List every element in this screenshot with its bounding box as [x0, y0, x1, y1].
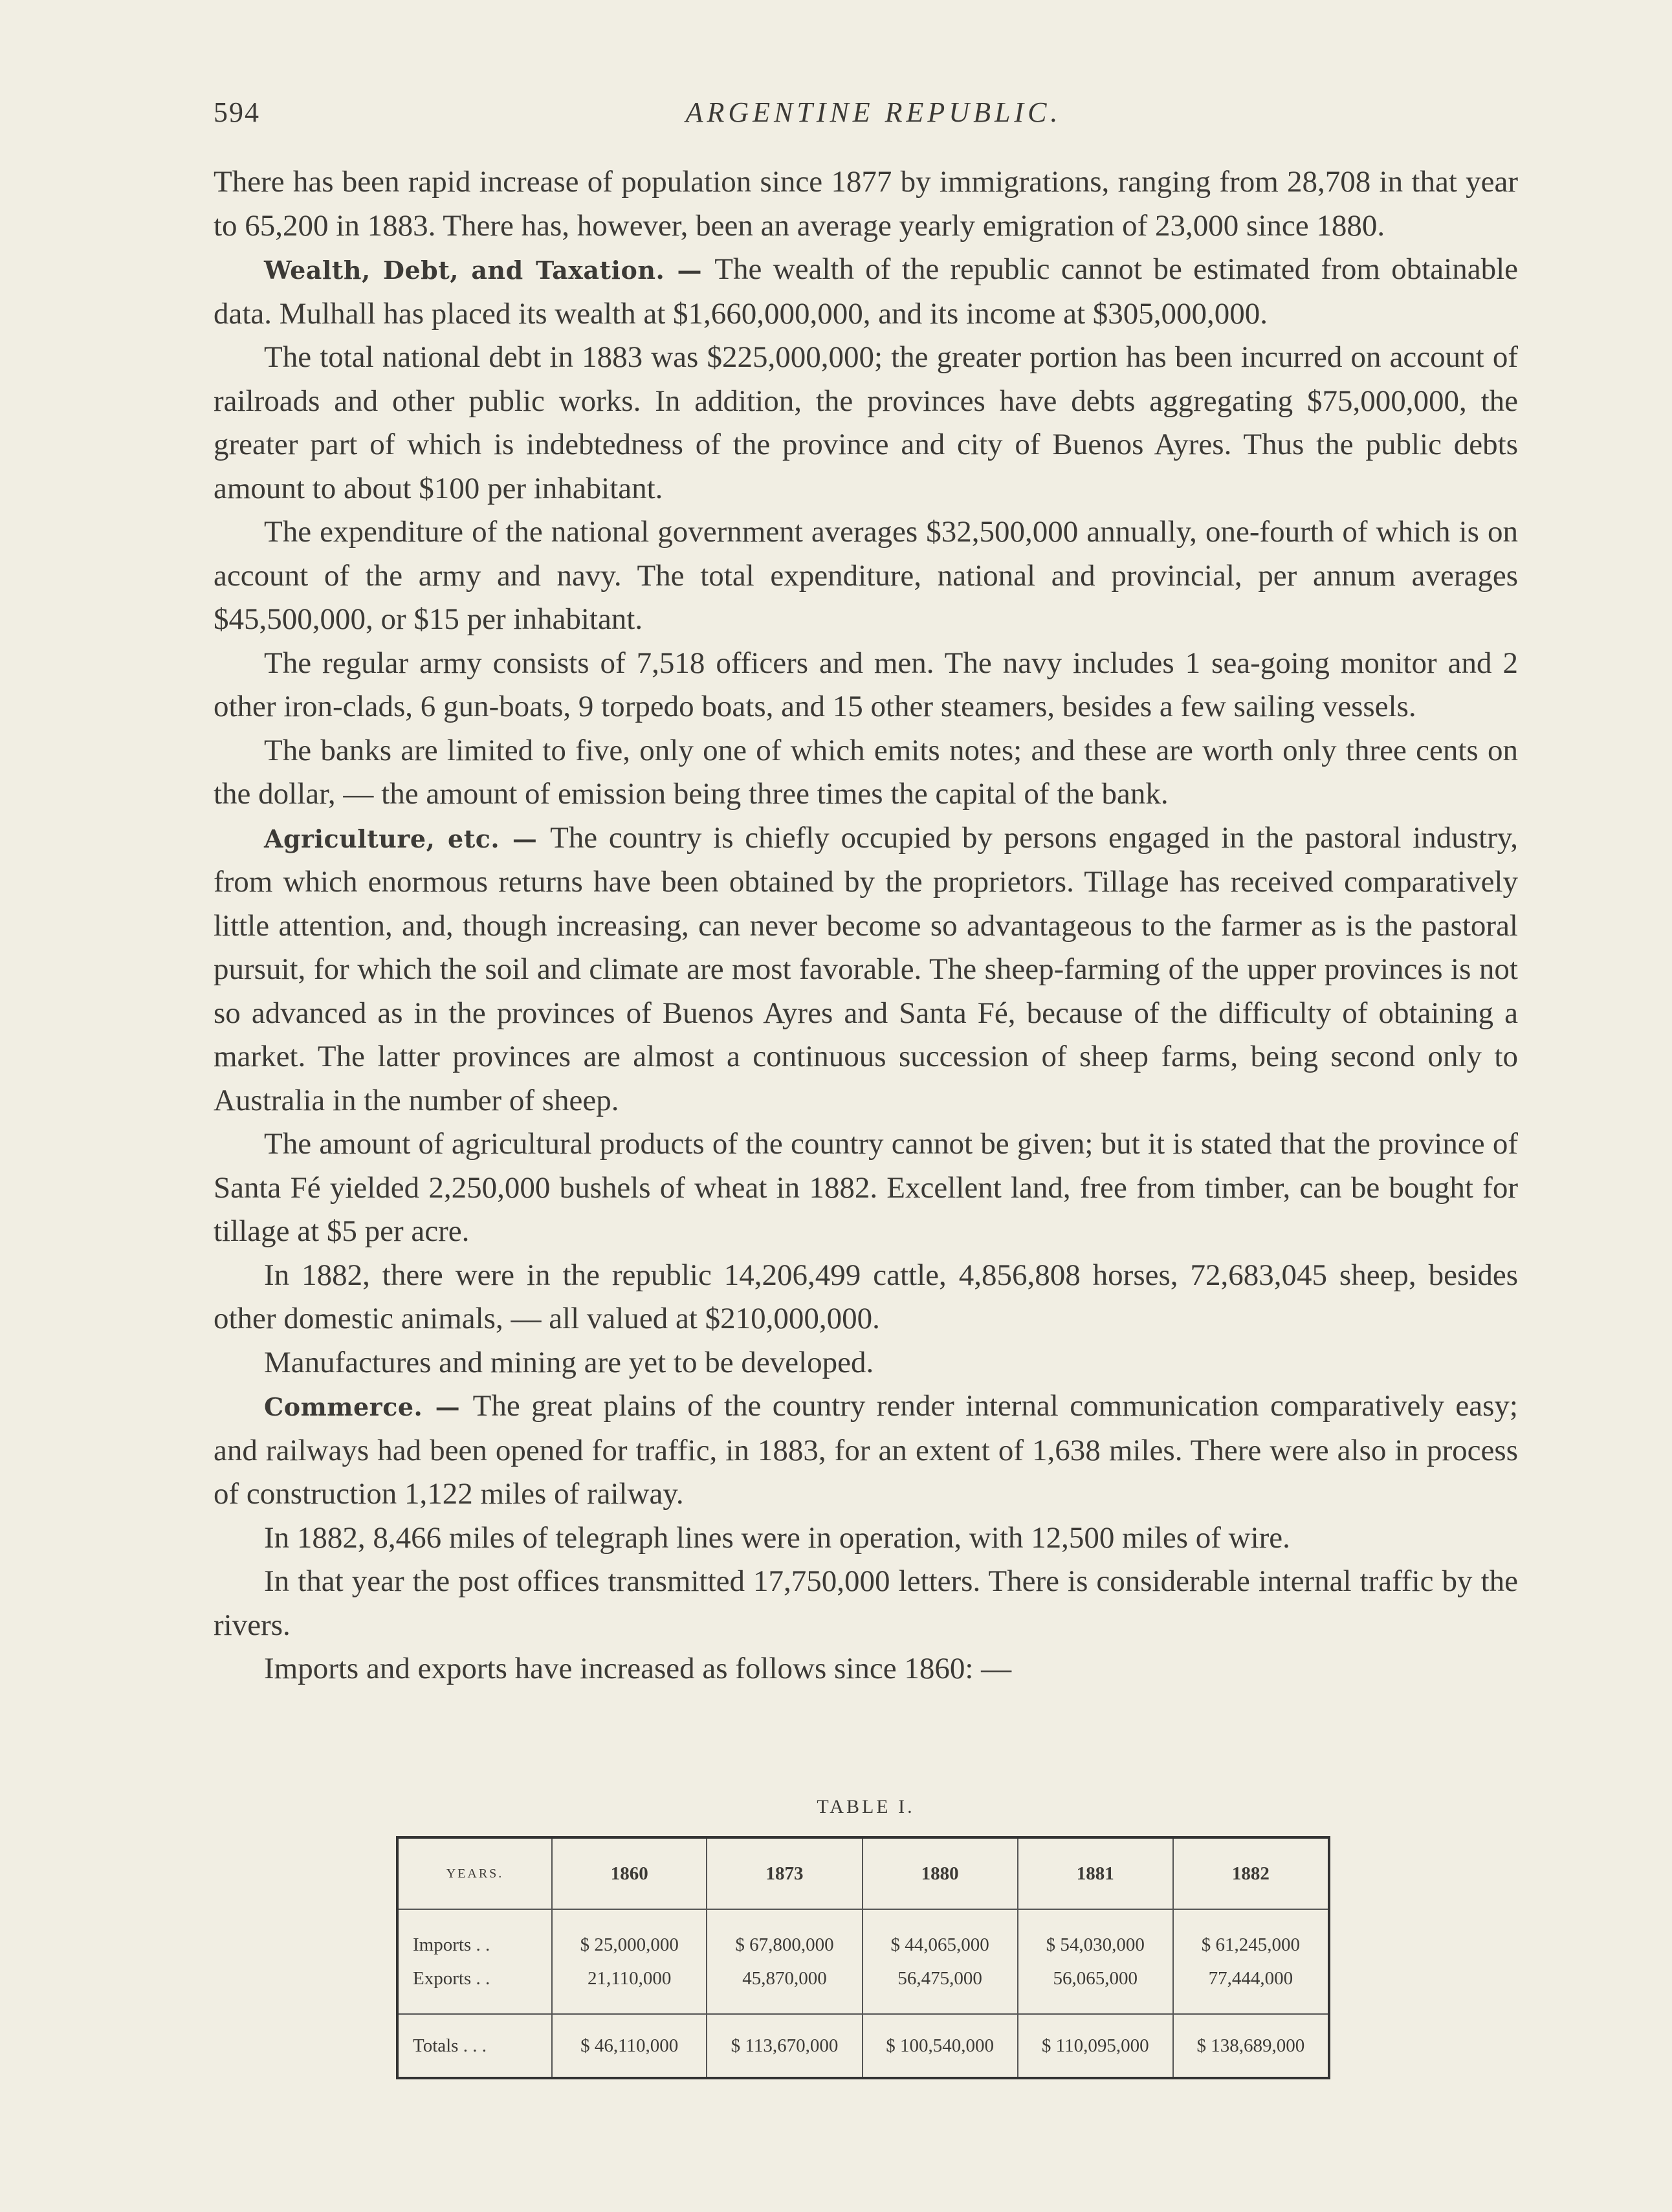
section-heading: Commerce. — — [264, 1392, 473, 1421]
page-number: 594 — [214, 96, 260, 128]
body-text — [214, 160, 1518, 1691]
imports-label: Imports . . — [413, 1934, 490, 1955]
paragraph — [214, 1385, 1518, 1517]
paragraph — [214, 1647, 1518, 1691]
column-header: 1880 — [863, 1837, 1018, 1909]
totals-label: Totals . . . — [413, 2035, 487, 2056]
imports-value: $ 25,000,000 — [580, 1934, 679, 1955]
table-caption: TABLE I. — [817, 1796, 915, 1817]
column-header: 1882 — [1173, 1837, 1329, 1909]
paragraph — [214, 1122, 1518, 1254]
totals-value: $ 138,689,000 — [1173, 2014, 1329, 2078]
exports-value: 77,444,000 — [1208, 1968, 1293, 1989]
imports-value: $ 44,065,000 — [890, 1934, 989, 1955]
paragraph-text: Manufactures and mining are yet to be developed. — [264, 1345, 874, 1379]
table-cell — [1173, 1909, 1329, 2014]
paragraph-text: In that year the post offices transmitted 17,750,000 letters. There is considerable internal traffic by the rivers. — [214, 1564, 1518, 1642]
totals-value: $ 46,110,000 — [552, 2014, 707, 2078]
table-cell — [552, 1909, 707, 2014]
section-heading: Agriculture, etc. — — [264, 824, 551, 853]
section-heading: Wealth, Debt, and Taxation. — — [264, 256, 715, 285]
paragraph-text: The great plains of the country render internal communication comparatively easy; and railways had been opened for traffic, in 1883, for an extent of 1,638 miles. There were also in process of construction 1,122 miles of railway. — [214, 1389, 1518, 1511]
totals-value: $ 100,540,000 — [863, 2014, 1018, 2078]
paragraph — [214, 642, 1518, 729]
paragraph-text: The regular army consists of 7,518 officers and men. The navy includes 1 sea-going monitor and 2 other iron-clads, 6 gun-boats, 9 torpedo boats, and 15 other steamers, besides a few sailing vessels. — [214, 646, 1518, 723]
paragraph — [214, 816, 1518, 1123]
exports-value: 45,870,000 — [742, 1968, 827, 1989]
years-header: YEARS. — [397, 1837, 552, 1909]
table-cell — [863, 1909, 1018, 2014]
table-cell — [707, 1909, 862, 2014]
column-header: 1873 — [707, 1837, 862, 1909]
exports-value: 21,110,000 — [588, 1968, 672, 1989]
paragraph-text: In 1882, there were in the republic 14,206,499 cattle, 4,856,808 horses, 72,683,045 sheep, besides other domestic animals, — all valued at $210,000,000. — [214, 1258, 1518, 1335]
imports-exports-table — [396, 1836, 1330, 2079]
totals-value: $ 110,095,000 — [1018, 2014, 1173, 2078]
paragraph-text: The total national debt in 1883 was $225,000,000; the greater portion has been incurred on account of railroads and other public works. In addition, the provinces have debts aggregating $75,000,000, the greater part of which is indebtedness of the province and city of Buenos Ayres. Thus the public debts amount to about $100 per inhabitant. — [214, 340, 1518, 505]
exports-value: 56,475,000 — [897, 1968, 982, 1989]
totals-value: $ 113,670,000 — [707, 2014, 862, 2078]
imports-value: $ 61,245,000 — [1201, 1934, 1301, 1955]
column-header: 1881 — [1018, 1837, 1173, 1909]
exports-label: Exports . . — [413, 1968, 490, 1989]
paragraph-text: The banks are limited to five, only one of which emits notes; and these are worth only three cents on the dollar, — the amount of emission being three times the capital of the bank. — [214, 733, 1518, 811]
imports-value: $ 67,800,000 — [735, 1934, 834, 1955]
table-row — [397, 1909, 1329, 2014]
paragraph-text: In 1882, 8,466 miles of telegraph lines were in operation, with 12,500 miles of wire. — [264, 1520, 1290, 1555]
table-row — [397, 2014, 1329, 2078]
paragraph — [214, 1254, 1518, 1341]
paragraph-text: The wealth of the republic cannot be estimated from obtainable data. Mulhall has placed its wealth at $1,660,000,000, and its income at $305,000,000. — [214, 252, 1519, 331]
imports-value: $ 54,030,000 — [1046, 1934, 1145, 1955]
exports-value: 56,065,000 — [1053, 1968, 1138, 1989]
paragraph-text: Imports and exports have increased as follows since 1860: — — [264, 1652, 1012, 1685]
paragraph-text: The amount of agricultural products of the country cannot be given; but it is stated that the province of Santa Fé yielded 2,250,000 bushels of wheat in 1882. Excellent land, free from timber, can be bought for tillage at $5 per acre. — [214, 1127, 1518, 1248]
paragraph — [214, 160, 1518, 248]
row-label-cell — [397, 1909, 552, 2014]
paragraph-text: The country is chiefly occupied by persons engaged in the pastoral industry, from which enormous returns have been obtained by the proprietors. Tillage has received comparatively little attention, and, though increasing, can never become so advantageous to the farmer as is the pastoral pursuit, for which the soil and climate are most favorable. The sheep-farming of the upper provinces is not so advanced as in the provinces of Buenos Ayres and Santa Fé, because of the difficulty of obtaining a market. The latter provinces are almost a continuous succession of sheep farms, being second only to Australia in the number of sheep. — [214, 820, 1519, 1117]
paragraph — [214, 1517, 1518, 1560]
table-header-row — [397, 1837, 1329, 1909]
paragraph — [214, 510, 1518, 642]
paragraph — [214, 1560, 1518, 1647]
running-title: ARGENTINE REPUBLIC. — [685, 96, 1062, 128]
paragraph-text: There has been rapid increase of population since 1877 by immigrations, ranging from 28,708 in that year to 65,200 in 1883. There has, however, been an average yearly emigration of 23,000 since 1880. — [214, 165, 1518, 243]
paragraph — [214, 248, 1518, 336]
paragraph — [214, 336, 1518, 510]
paragraph — [214, 729, 1518, 816]
column-header: 1860 — [552, 1837, 707, 1909]
table-cell — [1018, 1909, 1173, 2014]
paragraph-text: The expenditure of the national government averages $32,500,000 annually, one-fourth of which is on account of the army and navy. The total expenditure, national and provincial, per annum averages $45,500,000, or $15 per inhabitant. — [214, 515, 1518, 636]
page-header — [214, 96, 1521, 135]
paragraph — [214, 1341, 1518, 1385]
